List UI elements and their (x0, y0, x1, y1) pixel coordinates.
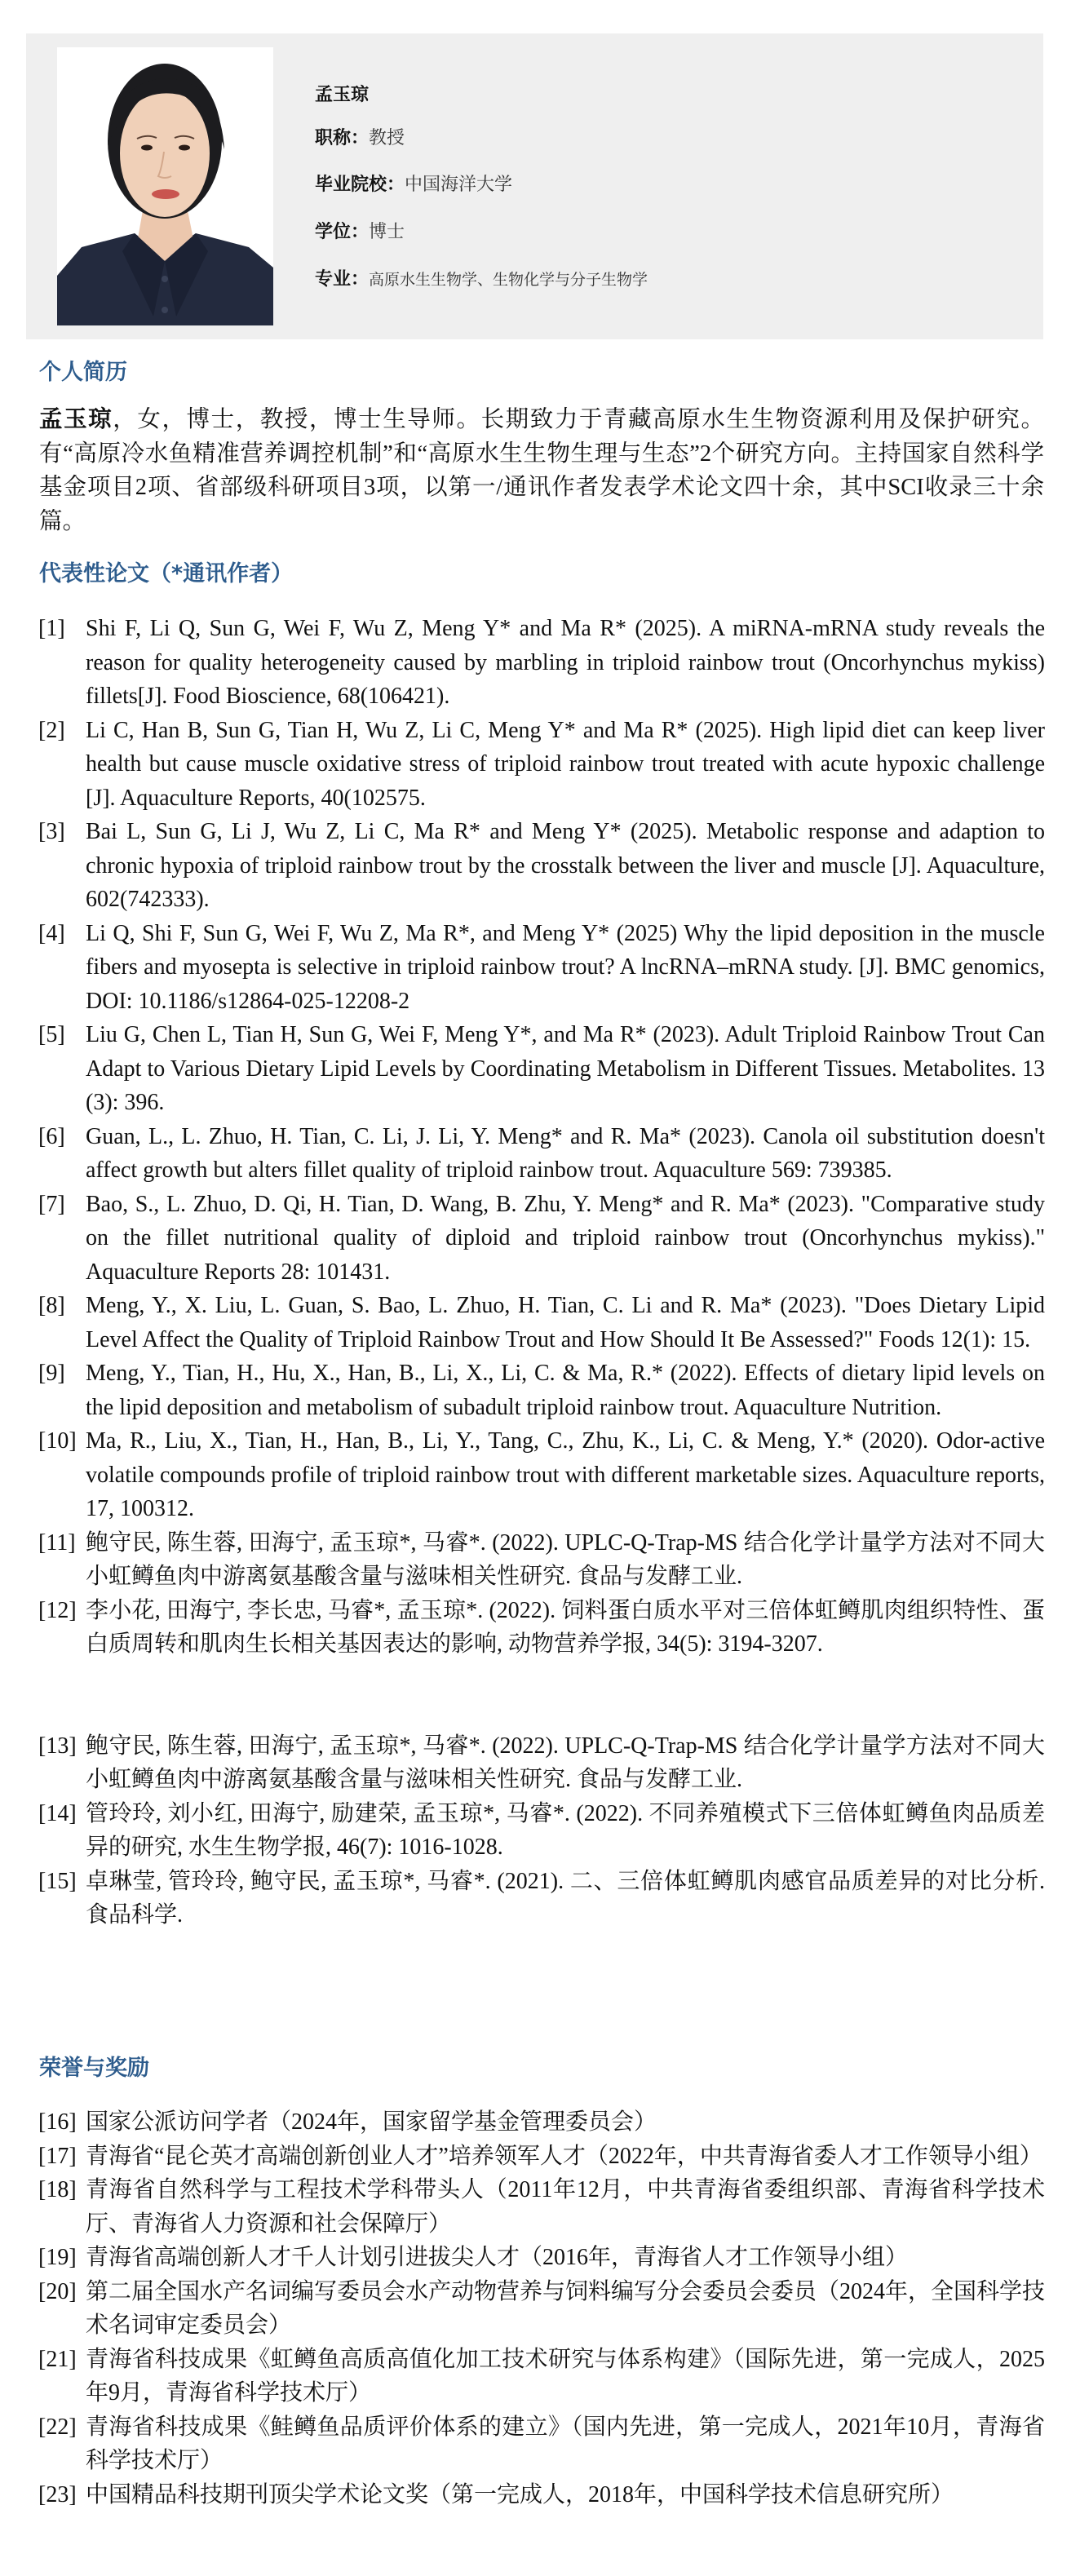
item-number: [13] (38, 1733, 77, 1759)
item-number: [22] (38, 2414, 77, 2440)
item-text: Shi F, Li Q, Sun G, Wei F, Wu Z, Meng Y* and Ma R* (2025). A miRNA-mRNA study reveals the reason for quality heterogeneity caused by marbling in triploid rainbow trout (Oncorhynchus mykiss) fillets[J]. Food Bioscience, 68(106421). (86, 616, 1045, 709)
portrait-image (57, 47, 273, 325)
item-number: [4] (38, 920, 65, 946)
major-value: 高原水生生物学、生物化学与分子生物学 (369, 271, 648, 289)
paper-item (38, 1424, 1045, 1526)
awards-list (38, 2105, 1045, 2512)
major-label: 专业： (315, 269, 370, 290)
item-number: [23] (38, 2481, 77, 2507)
item-number: [18] (38, 2177, 77, 2202)
item-text: Meng, Y., Tian, H., Hu, X., Han, B., Li, X., Li, C. & Ma, R.* (2022). Effects of dietary lipid levels on the lipid deposition and metabolism of subadult triploid rainbow trout. Aquaculture Nutrition. (86, 1361, 1045, 1420)
item-text: Li C, Han B, Sun G, Tian H, Wu Z, Li C, Meng Y* and Ma R* (2025). High lipid diet can keep liver health but cause muscle oxidative stress of triploid rainbow trout treated with acute hypoxic challenge [J]. Aquaculture Reports, 40(102575. (86, 717, 1045, 811)
item-text: Bao, S., L. Zhuo, D. Qi, H. Tian, D. Wang, B. Zhu, Y. Meng* and R. Ma* (2023). "Comparative study on the fillet nutritional quality of diploid and triploid rainbow trout (Oncorhynchus mykiss)." Aquaculture Reports 28: 101431. (86, 1191, 1045, 1285)
award-item (38, 2105, 1045, 2140)
paper-item (38, 612, 1045, 714)
degree-row (315, 219, 405, 245)
profile-name: 孟玉琼 (315, 85, 370, 105)
item-number: [7] (38, 1191, 65, 1217)
paper-item (38, 1526, 1045, 1594)
award-item (38, 2241, 1045, 2275)
item-text: 青海省自然科学与工程技术学科带头人（2011年12月，中共青海省委组织部、青海省科学技术厅、青海省人力资源和社会保障厅） (86, 2177, 1045, 2237)
title-value: 教授 (369, 128, 405, 148)
item-number: [5] (38, 1022, 65, 1047)
item-text: Liu G, Chen L, Tian H, Sun G, Wei F, Meng Y*, and Ma R* (2023). Adult Triploid Rainbow Trout Can Adapt to Various Dietary Lipid Levels by Coordinating Metabolism in Different Tissues. Metabolites. 13 (3): 396. (86, 1022, 1045, 1115)
item-number: [17] (38, 2143, 77, 2169)
paper-item (38, 815, 1045, 917)
paper-item (38, 1729, 1045, 1797)
award-item (38, 2275, 1045, 2343)
papers-heading: 代表性论文（*通讯作者） (39, 561, 294, 586)
item-text: Bai L, Sun G, Li J, Wu Z, Li C, Ma R* and Meng Y* (2025). Metabolic response and adaption to chronic hypoxia of triploid rainbow trout by the crosstalk between the liver and muscle [J]. Aquaculture, 602(742333). (86, 819, 1045, 912)
item-text: Meng, Y., X. Liu, L. Guan, S. Bao, L. Zhuo, H. Tian, C. Li and R. Ma* (2023). "Does Dietary Lipid Level Affect the Quality of Triploid Rainbow Trout and How Should It Be Assessed?" Foods 12(1): 15. (86, 1293, 1045, 1352)
paper-item (38, 1594, 1045, 1662)
major-row (315, 267, 648, 292)
item-number: [6] (38, 1123, 65, 1149)
profile-photo (57, 47, 273, 325)
item-number: [8] (38, 1293, 65, 1318)
degree-value: 博士 (369, 222, 405, 242)
item-text: 青海省科技成果《虹鳟鱼高质高值化加工技术研究与体系构建》（国际先进，第一完成人，2025年9月，青海省科学技术厅） (86, 2346, 1045, 2406)
item-number: [10] (38, 1428, 77, 1454)
paper-item (38, 714, 1045, 816)
paper-item (38, 1357, 1045, 1424)
item-text: 鲍守民, 陈生蓉, 田海宁, 孟玉琼*, 马睿*. (2022). UPLC-Q-Trap-MS 结合化学计量学方法对不同大小虹鳟鱼肉中游离氨基酸含量与滋味相关性研究. 食品与发酵工业. (86, 1733, 1045, 1792)
award-item (38, 2410, 1045, 2478)
item-text: 青海省科技成果《鲑鳟鱼品质评价体系的建立》（国内先进，第一完成人，2021年10月，青海省科学技术厅） (86, 2414, 1045, 2473)
item-text: Ma, R., Liu, X., Tian, H., Han, B., Li, Y., Tang, C., Zhu, K., Li, C. & Meng, Y.* (2020). Odor-active volatile compounds profile of triploid rainbow trout with different marketable sizes. Aquaculture reports, 17, 100312. (86, 1428, 1045, 1521)
paper-item (38, 1018, 1045, 1120)
bio-heading: 个人简历 (39, 360, 127, 385)
item-text: 卓琳莹, 管玲玲, 鲍守民, 孟玉琼*, 马睿*. (2021). 二、三倍体虹鳟肌肉感官品质差异的对比分析. 食品科学. (86, 1868, 1045, 1928)
award-item (38, 2173, 1045, 2241)
item-text: 中国精品科技期刊顶尖学术论文奖（第一完成人，2018年，中国科学技术信息研究所） (86, 2481, 954, 2507)
item-number: [9] (38, 1361, 65, 1386)
item-number: [20] (38, 2278, 77, 2304)
paper-item (38, 1797, 1045, 1865)
item-text: 青海省“昆仑英才高端创新创业人才”培养领军人才（2022年，中共青海省委人才工作领导小组） (86, 2143, 1042, 2169)
paper-item (38, 917, 1045, 1019)
degree-label: 学位： (315, 222, 370, 242)
paper-item (38, 1188, 1045, 1290)
item-text: 李小花, 田海宁, 李长忠, 马睿*, 孟玉琼*. (2022). 饲料蛋白质水平对三倍体虹鳟肌肉组织特性、蛋白质周转和肌肉生长相关基因表达的影响, 动物营养学报, 34(5): 3194-3207. (86, 1597, 1045, 1657)
school-value: 中国海洋大学 (405, 175, 513, 195)
item-text: Guan, L., L. Zhuo, H. Tian, C. Li, J. Li, Y. Meng* and R. Ma* (2023). Canola oil substitution doesn't affect growth but alters fillet quality of triploid rainbow trout. Aquaculture 569: 739385. (86, 1123, 1045, 1183)
paper-item (38, 1865, 1045, 1932)
item-number: [16] (38, 2109, 77, 2135)
bio-text: ，女，博士，教授，博士生导师。长期致力于青藏高原水生生物资源利用及保护研究。有“高原冷水鱼精准营养调控机制”和“高原水生生物生理与生态”2个研究方向。主持国家自然科学基金项目2项、省部级科研项目3项，以第一/通讯作者发表学术论文四十余，其中SCI收录三十余篇。 (39, 407, 1044, 534)
item-number: [3] (38, 819, 65, 844)
paper-item (38, 1120, 1045, 1188)
school-row (315, 172, 512, 197)
item-number: [11] (38, 1529, 76, 1556)
title-label: 职称： (315, 128, 370, 148)
item-text: 鲍守民, 陈生蓉, 田海宁, 孟玉琼*, 马睿*. (2022). UPLC-Q-Trap-MS 结合化学计量学方法对不同大小虹鳟鱼肉中游离氨基酸含量与滋味相关性研究. 食品与发酵工业. (86, 1529, 1045, 1589)
item-text: 管玲玲, 刘小红, 田海宁, 励建荣, 孟玉琼*, 马睿*. (2022). 不同养殖模式下三倍体虹鳟鱼肉品质差异的研究, 水生生物学报, 46(7): 1016-1028. (86, 1800, 1045, 1860)
item-number: [14] (38, 1800, 77, 1826)
item-number: [12] (38, 1597, 77, 1623)
award-item (38, 2478, 1045, 2512)
item-number: [2] (38, 717, 65, 743)
item-number: [15] (38, 1868, 77, 1894)
item-number: [21] (38, 2346, 77, 2372)
title-row (315, 126, 405, 151)
item-text: Li Q, Shi F, Sun G, Wei F, Wu Z, Ma R*, and Meng Y* (2025) Why the lipid deposition in the muscle fibers and myosepta is selective in triploid rainbow trout? A lncRNA–mRNA study. [J]. BMC genomics, DOI: 10.1186/s12864-025-12208-2 (86, 920, 1045, 1014)
item-number: [19] (38, 2245, 77, 2270)
award-item (38, 2343, 1045, 2410)
bio-name: 孟玉琼 (39, 407, 113, 432)
profile-card (26, 33, 1043, 339)
award-item (38, 2140, 1045, 2174)
item-text: 第二届全国水产名词编写委员会水产动物营养与饲料编写分会委员会委员（2024年，全国科学技术名词审定委员会） (86, 2278, 1046, 2338)
item-text: 青海省高端创新人才千人计划引进拔尖人才（2016年，青海省人才工作领导小组） (86, 2245, 909, 2270)
school-label: 毕业院校： (315, 175, 405, 195)
awards-heading: 荣誉与奖励 (39, 2056, 149, 2081)
papers-list (38, 612, 1045, 1932)
item-text: 国家公派访问学者（2024年，国家留学基金管理委员会） (86, 2109, 657, 2135)
paper-item (38, 1289, 1045, 1357)
bio-paragraph (39, 403, 1044, 538)
item-number: [1] (38, 616, 65, 641)
